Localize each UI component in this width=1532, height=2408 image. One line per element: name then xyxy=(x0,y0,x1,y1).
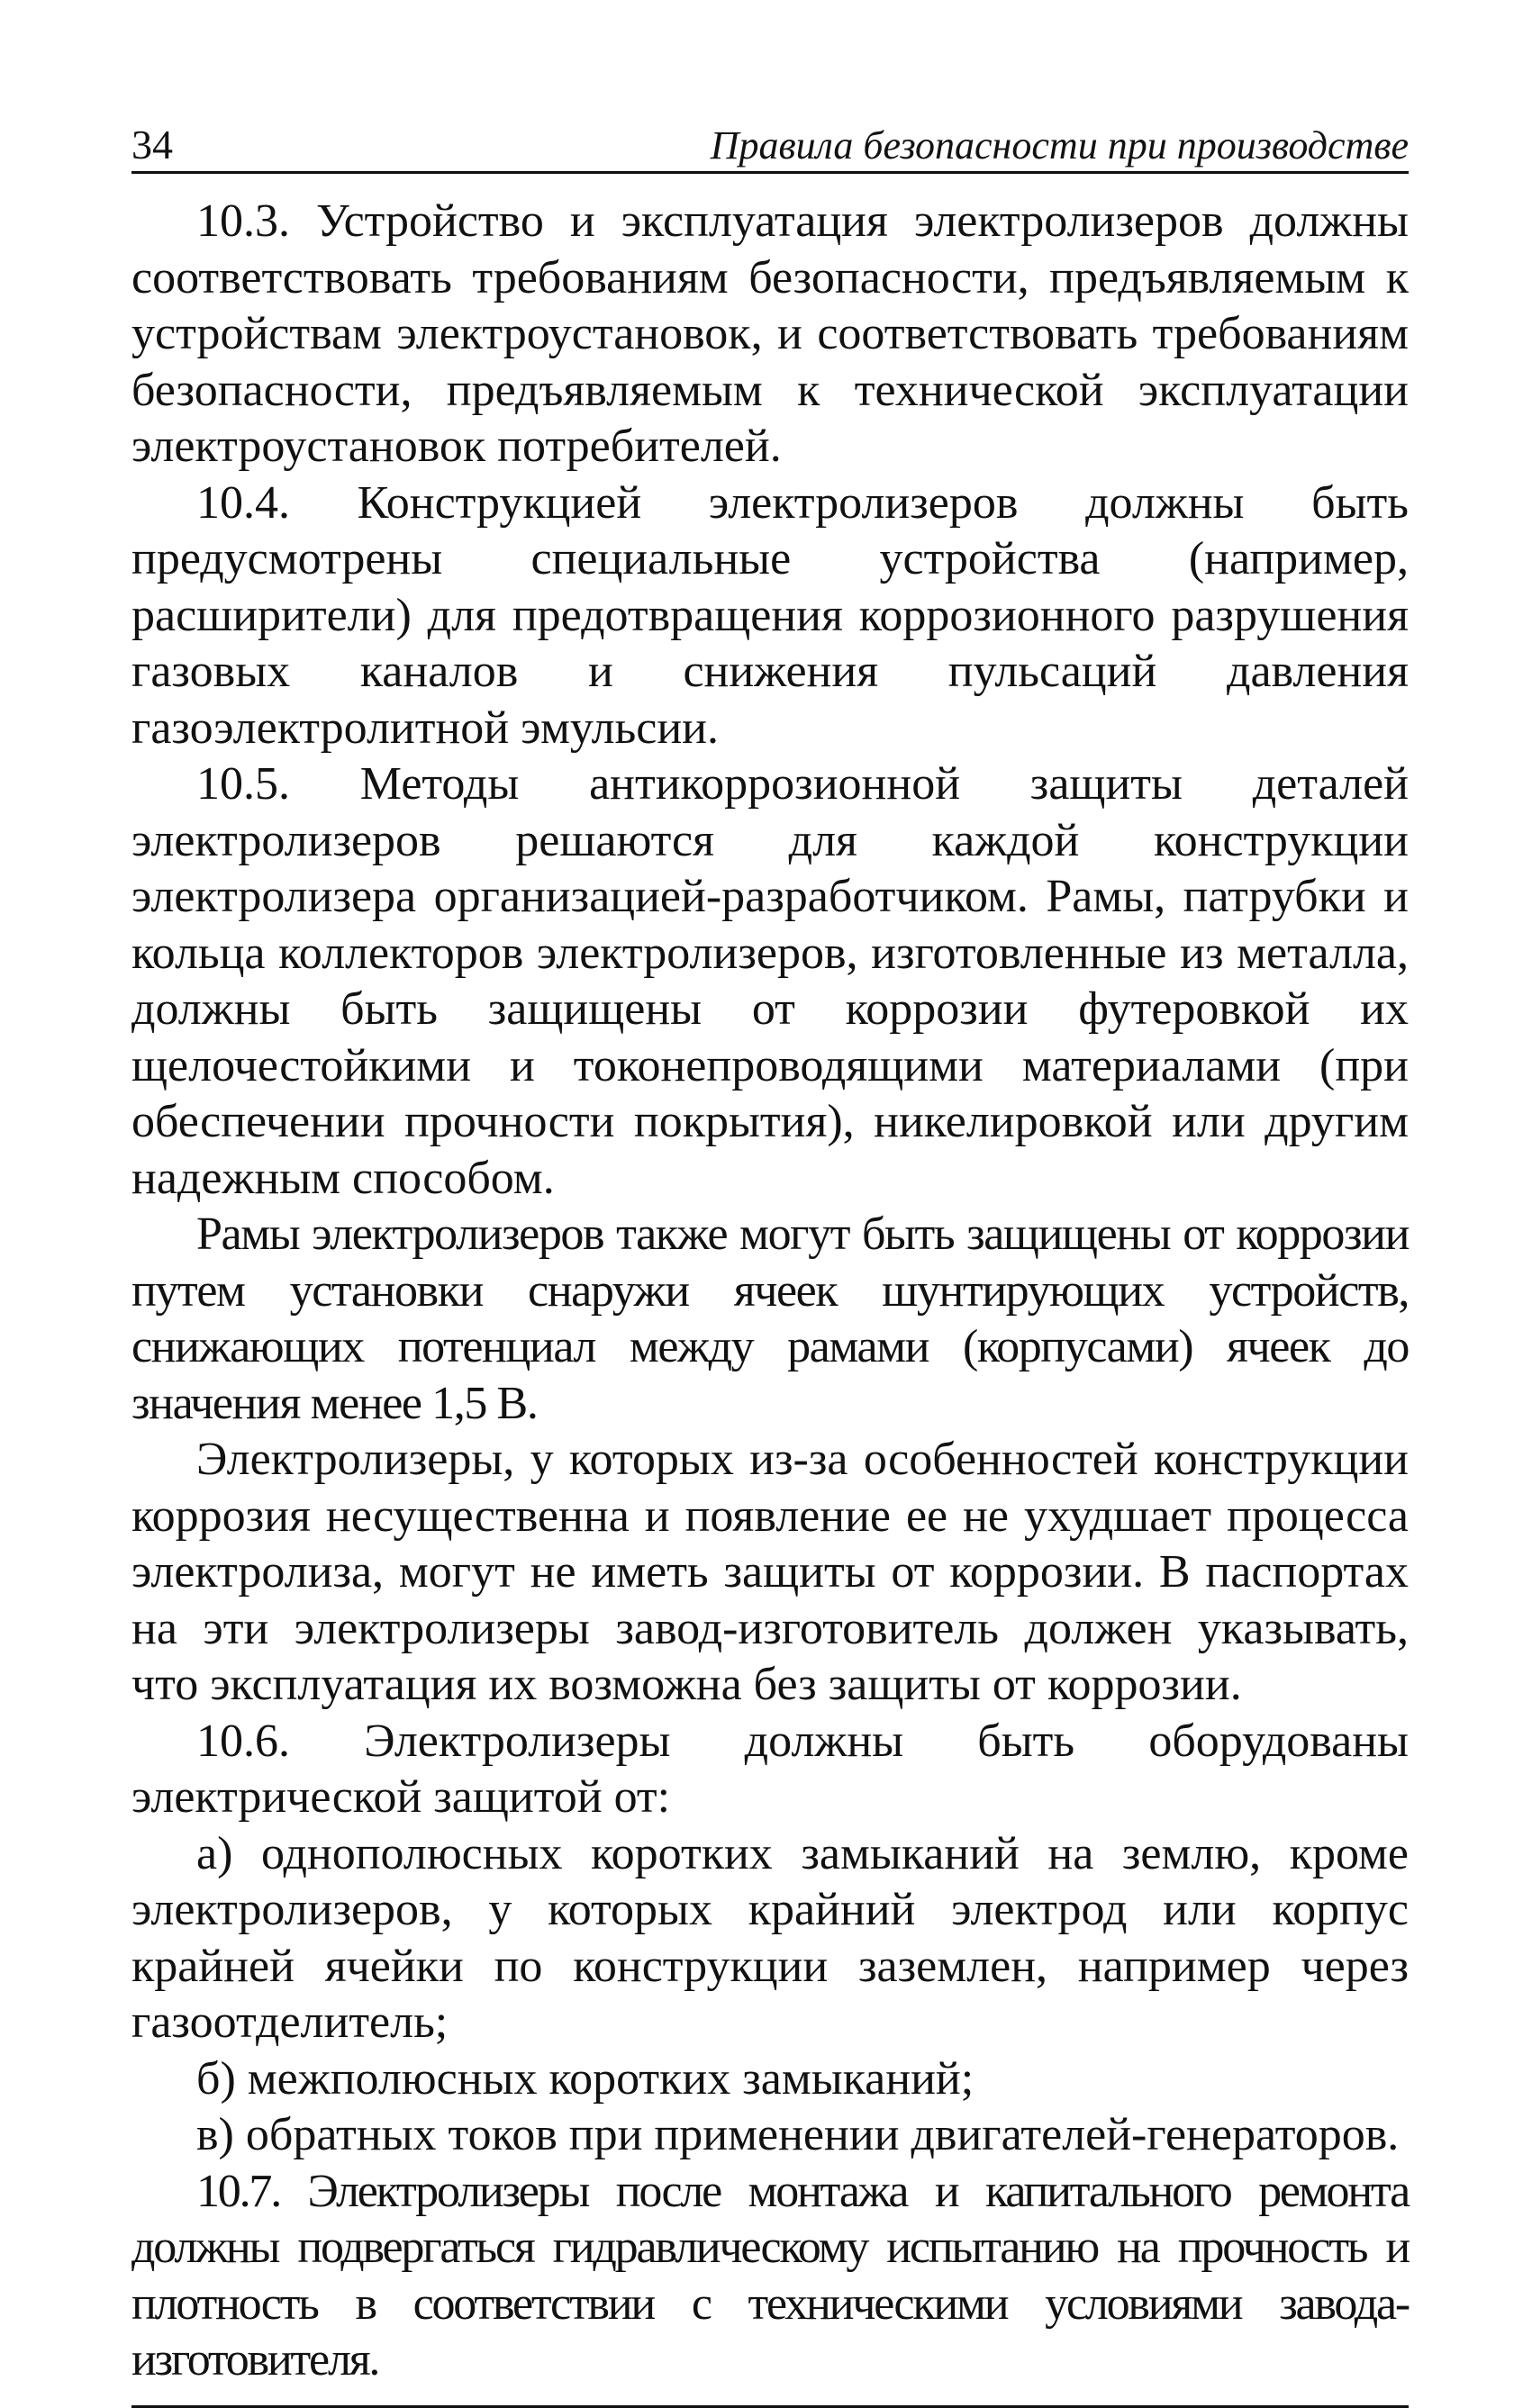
list-item-a: а) однополюсных коротких замыканий на землю, кроме электролизеров, у которых крайний электрод или корпус крайней ячейки по конструкции заземлен, например через газоотделитель; xyxy=(131,1827,1409,2048)
document-page xyxy=(131,108,1409,2408)
running-title: Правила безопасности при производстве xyxy=(710,123,1409,167)
paragraph-10-6: 10.6. Электролизеры должны быть оборудованы электрической защитой от: xyxy=(131,1715,1409,1823)
paragraph-frames-protection: Рамы электролизеров также могут быть защищены от коррозии путем установки снаружи ячеек шунтирующих устройств, снижающих потенциал между рамами (корпусами) ячеек до значения менее 1,5 В. xyxy=(131,1209,1409,1429)
paragraph-10-3: 10.3. Устройство и эксплуатация электролизеров должны соответствовать требованиям безопасности, предъявляемым к устройствам электроустановок, и соответствовать требованиям безопасности, предъявляемым к технической эксплуатации электроустановок потребителей. xyxy=(131,195,1409,472)
bottom-rule xyxy=(131,2405,1409,2408)
page-header xyxy=(131,108,1409,174)
paragraph-10-5: 10.5. Методы антикоррозионной защиты деталей электролизеров решаются для каждой конструкции электролизера организацией-разработчиком. Рамы, патрубки и кольца коллекторов электролизеров, изготовленные из металла, должны быть защищены от коррозии футеровкой их щелочестойкими и токонепроводящими материалами (при обеспечении прочности покрытия), никелировкой или другим надежным способом. xyxy=(131,758,1409,1204)
paragraph-10-4: 10.4. Конструкцией электролизеров должны быть предусмотрены специальные устройства (например, расширители) для предотвращения коррозионного разрушения газовых каналов и снижения пульсаций давления газоэлектролитной эмульсии. xyxy=(131,476,1409,754)
page-number: 34 xyxy=(131,122,173,167)
body-text xyxy=(131,194,1409,2389)
paragraph-10-7: 10.7. Электролизеры после монтажа и капитального ремонта должны подвергаться гидравлическому испытанию на прочность и плотность в соответствии с техническими условиями завода-изготовителя. xyxy=(131,2165,1409,2385)
list-item-b: б) межполюсных коротких замыканий; xyxy=(196,2052,974,2105)
paragraph-no-protection: Электролизеры, у которых из-за особенностей конструкции коррозия несущественна и появление ее не ухудшает процесса электролиза, могут не иметь защиты от коррозии. В паспортах на эти электролизеры завод-изготовитель должен указывать, что эксплуатация их возможна без защиты от коррозии. xyxy=(131,1434,1409,1710)
list-item-v: в) обратных токов при применении двигателей-генераторов. xyxy=(196,2109,1400,2160)
